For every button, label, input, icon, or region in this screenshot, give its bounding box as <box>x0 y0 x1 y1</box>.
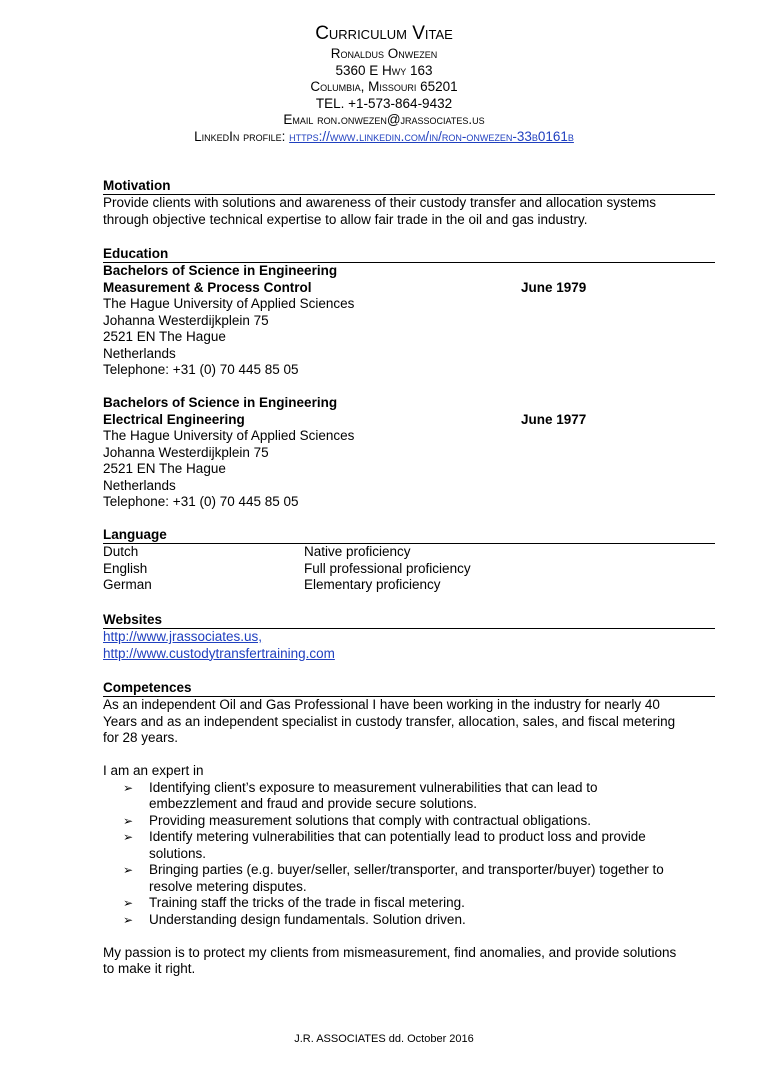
education-section <box>103 246 715 511</box>
graduation-date: June 1977 <box>521 411 587 427</box>
address-line-2: Columbia, Missouri 65201 <box>310 79 458 94</box>
school-country: Netherlands <box>103 345 176 361</box>
linkedin-label: LinkedIn profile: <box>194 128 290 144</box>
page-footer: J.R. ASSOCIATES dd. October 2016 <box>294 1033 474 1045</box>
list-item: ➢ Understanding design fundamentals. Solution driven. <box>123 911 466 927</box>
degree: Bachelors of Science in Engineering <box>103 263 338 278</box>
arrowhead-bullet-icon: ➢ <box>123 896 134 910</box>
candidate-name: Ronaldus Onwezen <box>330 46 438 61</box>
closing-statement-line: My passion is to protect my clients from mismeasurement, find anomalies, and provide solutions <box>103 944 677 960</box>
list-item: ➢ Providing measurement solutions that comply with contractual obligations. <box>123 812 591 828</box>
school-phone: Telephone: +31 (0) 70 445 85 05 <box>103 362 299 377</box>
school-country: Netherlands <box>103 477 176 493</box>
section-heading-websites: Websites <box>103 612 715 629</box>
school: The Hague University of Applied Sciences <box>103 428 355 443</box>
section-heading-competences: Competences <box>103 680 715 697</box>
language-row <box>103 577 715 594</box>
school: The Hague University of Applied Sciences <box>103 296 355 311</box>
field: Measurement & Process Control <box>103 279 312 295</box>
language-level: Full professional proficiency <box>304 560 471 576</box>
school-street: Johanna Westerdijkplein 75 <box>103 444 269 460</box>
arrowhead-bullet-icon: ➢ <box>123 912 134 927</box>
degree: Bachelors of Science in Engineering <box>103 395 338 410</box>
website-link[interactable]: http://www.jrassociates.us, <box>103 629 263 644</box>
competences-intro-line: Years and as an independent specialist in custody transfer, allocation, sales, and fiscal metering <box>103 713 676 729</box>
closing-statement-line: to make it right. <box>103 961 196 976</box>
telephone: TEL. +1-573-864-9432 <box>315 95 453 111</box>
email: Email ron.onwezen@jrassociates.us <box>283 112 485 127</box>
language-name: German <box>103 577 152 592</box>
cv-header <box>0 22 768 145</box>
list-item: ➢ Identify metering vulnerabilities that can potentially lead to product loss and provide solutions. <box>123 829 646 861</box>
language-level: Native proficiency <box>304 544 411 559</box>
graduation-date: June 1979 <box>521 279 587 295</box>
language-row <box>103 561 715 578</box>
section-heading-motivation: Motivation <box>103 178 715 195</box>
expertise-list <box>103 780 715 929</box>
address-line-1: 5360 E Hwy 163 <box>335 62 433 78</box>
arrowhead-bullet-icon: ➢ <box>123 830 134 844</box>
linkedin-line <box>0 129 768 146</box>
motivation-text-line: Provide clients with solutions and awareness of their custody transfer and allocation systems <box>103 195 657 210</box>
language-level: Elementary proficiency <box>304 577 441 592</box>
section-heading-language: Language <box>103 527 715 544</box>
list-item: ➢ Training staff the tricks of the trade in fiscal metering. <box>123 895 465 910</box>
section-heading-education: Education <box>103 246 715 263</box>
school-street: Johanna Westerdijkplein 75 <box>103 312 269 328</box>
field: Electrical Engineering <box>103 411 245 427</box>
linkedin-link[interactable]: https://www.linkedin.com/in/ron-onwezen-33b0161b <box>289 128 574 144</box>
competences-intro-line: for 28 years. <box>103 730 179 745</box>
list-item: ➢ Identifying client’s exposure to measurement vulnerabilities that can lead to embezzlement and fraud and provide secure solutions. <box>123 779 598 811</box>
language-name: English <box>103 560 148 576</box>
website-link[interactable]: http://www.custodytransfertraining.com <box>103 645 335 661</box>
arrowhead-bullet-icon: ➢ <box>123 780 134 795</box>
competences-intro-line: As an independent Oil and Gas Professional I have been working in the industry for nearly 40 <box>103 697 660 712</box>
cv-title: Curriculum Vitae <box>315 23 453 44</box>
school-city: 2521 EN The Hague <box>103 461 226 476</box>
websites-section <box>103 612 715 662</box>
list-item: ➢ Bringing parties (e.g. buyer/seller, seller/transporter, and transporter/buyer) together to resolve metering disputes. <box>123 862 664 894</box>
arrowhead-bullet-icon: ➢ <box>123 863 134 877</box>
expert-intro: I am an expert in <box>103 763 204 778</box>
school-phone: Telephone: +31 (0) 70 445 85 05 <box>103 494 299 509</box>
language-section <box>103 527 715 594</box>
motivation-text-line: through objective technical expertise to allow fair trade in the oil and gas industry. <box>103 211 588 227</box>
competences-section <box>103 680 715 978</box>
education-entry <box>103 263 715 379</box>
education-entry <box>103 395 715 511</box>
motivation-section <box>103 178 715 228</box>
school-city: 2521 EN The Hague <box>103 329 226 344</box>
language-name: Dutch <box>103 544 139 559</box>
arrowhead-bullet-icon: ➢ <box>123 813 134 828</box>
language-row <box>103 544 715 561</box>
